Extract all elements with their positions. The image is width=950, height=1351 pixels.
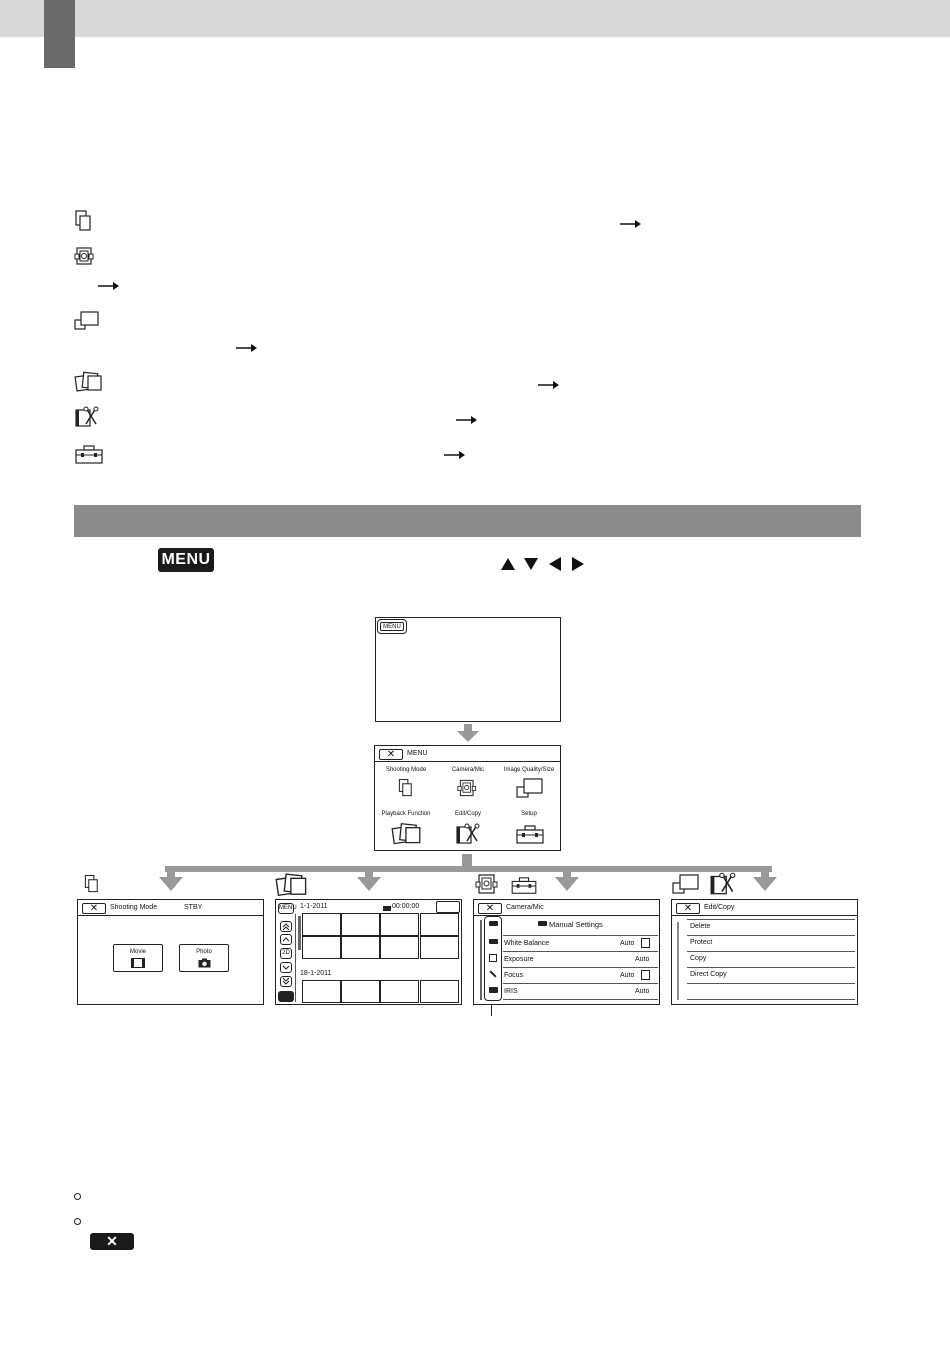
down-triangle-icon xyxy=(523,556,539,572)
close-icon: ✕ xyxy=(683,903,693,914)
arrow-right-icon xyxy=(444,450,466,460)
shooting-mode-icon xyxy=(74,209,100,231)
close-icon: ✕ xyxy=(89,903,99,914)
photo-button[interactable] xyxy=(179,944,229,972)
close-button[interactable] xyxy=(478,903,502,914)
menu-button[interactable]: MENU xyxy=(158,548,214,572)
screen-menu-button[interactable]: MENU xyxy=(380,622,404,631)
arrow-right-icon xyxy=(236,343,258,353)
camera-mic-icon xyxy=(74,245,100,267)
arrow-right-icon xyxy=(98,281,120,291)
mode-2d-button[interactable]: 2D xyxy=(280,948,292,959)
edit-copy-icon[interactable] xyxy=(455,822,481,846)
row-value: Auto xyxy=(635,988,650,995)
scrollbar[interactable] xyxy=(677,922,679,1000)
thumbnail[interactable] xyxy=(380,936,419,959)
manual-settings-tab-icon[interactable] xyxy=(489,921,498,926)
film-icon xyxy=(131,958,145,968)
down-chevron-icon xyxy=(281,963,291,972)
close-button[interactable] xyxy=(379,749,403,760)
date-1: 1-1-2011 xyxy=(300,903,328,910)
up-triangle-icon xyxy=(500,556,516,572)
thumbnail[interactable] xyxy=(380,913,419,936)
section-heading-bar xyxy=(74,505,861,537)
row-value: Auto xyxy=(620,940,635,947)
thumbnail[interactable] xyxy=(302,980,341,1003)
down-arrow-icon xyxy=(752,866,778,892)
image-quality-size-icon xyxy=(74,309,100,331)
view-switch-button[interactable] xyxy=(436,901,460,913)
row-label[interactable]: Exposure xyxy=(504,956,534,963)
arrow-right-icon xyxy=(456,415,478,425)
right-button[interactable] xyxy=(570,556,586,572)
screen-title: Shooting Mode xyxy=(110,904,158,911)
setup-icon xyxy=(74,444,104,466)
scroll-down-button[interactable] xyxy=(280,962,292,973)
down-button[interactable] xyxy=(523,556,539,572)
chapter-tab xyxy=(44,0,75,68)
thumbnail[interactable] xyxy=(302,913,341,936)
category-setup-label: Setup xyxy=(521,811,537,817)
down-arrow-icon xyxy=(554,866,580,892)
close-icon: ✕ xyxy=(386,749,396,760)
category-edit-copy-label: Edit/Copy xyxy=(454,811,481,817)
thumbnail[interactable] xyxy=(420,913,459,936)
row-value: Auto xyxy=(620,972,635,979)
right-triangle-icon xyxy=(570,556,586,572)
header-bar xyxy=(0,0,950,37)
shooting-mode-screen xyxy=(77,899,264,1005)
playback-index-screen xyxy=(275,899,462,1005)
arrow-right-icon xyxy=(538,380,560,390)
row-label[interactable]: Focus xyxy=(504,972,524,979)
down-arrow-icon xyxy=(356,866,382,892)
camera-mic-screen xyxy=(473,899,660,1005)
playback-function-icon[interactable] xyxy=(391,820,423,846)
focus-icon xyxy=(641,970,650,980)
screen-title: Edit/Copy xyxy=(704,904,735,911)
camera-icon xyxy=(198,958,211,968)
connector-bar xyxy=(165,866,772,872)
category-playback-label: Playback Function xyxy=(381,811,431,817)
down-arrow-icon xyxy=(158,866,184,892)
menu-title: MENU xyxy=(407,750,428,757)
close-icon: ✕ xyxy=(485,903,495,914)
menu-item-delete[interactable]: Delete xyxy=(690,923,711,930)
edit-copy-icon xyxy=(709,872,737,896)
thumbnail[interactable] xyxy=(380,980,419,1003)
scroll-bottom-button[interactable] xyxy=(280,976,292,987)
menu-item-direct-copy[interactable]: Direct Copy xyxy=(690,971,727,978)
status-text: STBY xyxy=(184,904,203,911)
close-button[interactable]: ✕ xyxy=(90,1233,134,1250)
double-up-icon xyxy=(281,922,291,931)
close-button[interactable] xyxy=(676,903,700,914)
left-triangle-icon xyxy=(547,556,563,572)
down-arrow-icon xyxy=(456,724,480,742)
thumbnail[interactable] xyxy=(420,980,459,1003)
image-quality-size-icon xyxy=(670,873,702,895)
bullet xyxy=(74,1218,81,1225)
date-2: 18-1-2011 xyxy=(300,970,332,977)
shooting-mode-icon[interactable] xyxy=(396,777,418,799)
photo-label: Photo xyxy=(196,949,212,955)
setup-icon xyxy=(508,876,540,896)
manual-settings-icon xyxy=(538,921,547,926)
setup-icon[interactable] xyxy=(515,824,545,846)
category-camera-mic-label: Camera/Mic xyxy=(451,767,485,773)
thumbnail[interactable] xyxy=(341,980,380,1003)
menu-screen xyxy=(374,745,561,851)
shooting-assist-tab-icon[interactable] xyxy=(489,987,498,993)
row-label[interactable]: White Balance xyxy=(504,940,550,947)
up-button[interactable] xyxy=(500,556,516,572)
menu-item-protect[interactable]: Protect xyxy=(690,939,713,946)
category-shooting-mode-label: Shooting Mode xyxy=(385,767,427,773)
scroll-top-button[interactable] xyxy=(280,921,292,932)
thumbnail[interactable] xyxy=(341,913,380,936)
thumbnail[interactable] xyxy=(341,936,380,959)
scrollbar-thumb[interactable] xyxy=(298,916,301,950)
callout-line xyxy=(491,1005,492,1016)
camera-settings-tab-icon[interactable] xyxy=(489,939,498,944)
thumbnail[interactable] xyxy=(302,936,341,959)
movie-label: Movie xyxy=(129,949,146,955)
connector-stem xyxy=(462,854,472,866)
category-image-quality-label: Image Quality/Size xyxy=(503,767,555,773)
face-tab-icon[interactable] xyxy=(489,954,497,962)
recording-screen xyxy=(375,617,561,722)
playback-function-icon xyxy=(74,370,104,392)
camera-mic-icon[interactable] xyxy=(457,777,479,799)
edit-copy-screen xyxy=(671,899,858,1005)
playback-menu-button[interactable]: MENU xyxy=(278,903,294,914)
double-down-icon xyxy=(281,977,291,986)
thumbnail[interactable] xyxy=(420,936,459,959)
image-quality-size-icon[interactable] xyxy=(515,777,545,799)
playback-function-icon xyxy=(275,871,309,897)
camera-mic-icon xyxy=(475,872,501,896)
section-header: Manual Settings xyxy=(549,920,603,929)
menu-item-copy[interactable]: Copy xyxy=(690,955,707,962)
time-counter: 00:00:00 xyxy=(392,903,420,910)
arrow-right-icon xyxy=(620,219,642,229)
bullet xyxy=(74,1193,81,1200)
screen-title: Camera/Mic xyxy=(506,904,544,911)
shooting-mode-icon xyxy=(82,873,104,895)
white-balance-icon xyxy=(641,938,650,948)
row-value: Auto xyxy=(635,956,650,963)
close-button[interactable] xyxy=(82,903,106,914)
battery-icon xyxy=(383,906,391,911)
scrollbar[interactable] xyxy=(480,920,482,1000)
row-label[interactable]: IRIS xyxy=(504,988,518,995)
scroll-up-button[interactable] xyxy=(280,934,292,945)
left-button[interactable] xyxy=(547,556,563,572)
edit-copy-icon xyxy=(74,406,100,428)
up-chevron-icon xyxy=(281,935,291,944)
movie-mode-button[interactable] xyxy=(278,991,294,1002)
movie-button[interactable] xyxy=(113,944,163,972)
